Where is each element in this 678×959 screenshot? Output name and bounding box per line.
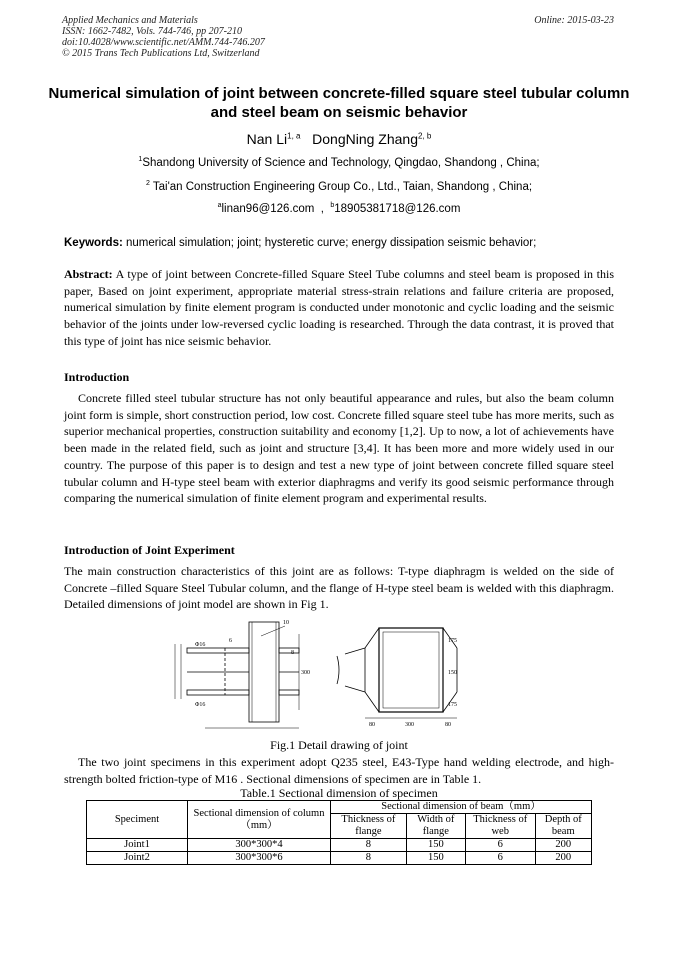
author-name: DongNing Zhang bbox=[312, 131, 418, 147]
header-beam: Sectional dimension of beam（mm） bbox=[331, 801, 592, 814]
header-speciment: Speciment bbox=[87, 801, 188, 839]
table-row: Joint2 300*300*6 8 150 6 200 bbox=[87, 852, 592, 865]
table-caption: Table.1 Sectional dimension of specimen bbox=[240, 786, 438, 800]
section-heading-introduction: Introduction bbox=[64, 370, 130, 384]
header-width-flange: Width of flange bbox=[406, 814, 465, 839]
author-sup: 2, b bbox=[418, 131, 432, 141]
section-heading-joint-experiment: Introduction of Joint Experiment bbox=[64, 543, 235, 557]
journal-header bbox=[62, 15, 265, 59]
table-row: Joint1 300*300*4 8 150 6 200 bbox=[87, 839, 592, 852]
header-depth-beam: Depth of beam bbox=[535, 814, 591, 839]
fig-dim-175-top: 175 bbox=[448, 638, 457, 644]
fig-dim-175-bottom: 175 bbox=[448, 702, 457, 708]
fig-label-h: 6 bbox=[229, 638, 232, 644]
authors-line bbox=[0, 131, 678, 147]
fig-dim-80-left: 80 bbox=[369, 722, 375, 728]
journal-name: Applied Mechanics and Materials bbox=[62, 15, 198, 26]
fig-dim-80-right: 80 bbox=[445, 722, 451, 728]
header-column: Sectional dimension of column（mm） bbox=[188, 801, 331, 839]
fig-dim-150: 150 bbox=[448, 670, 457, 676]
online-date: Online: 2015-03-23 bbox=[534, 15, 614, 26]
introduction-paragraph: Concrete filled steel tubular structure has not only beautiful appearance and rules, but also the beam column joint form is simple, short construction period, low cost. Concrete filled square steel tube has more merits, such as superior mechanical properties, construction suitability and economy [1,2]. Up to now, a lot of achievements have been made in the related field, such as joint and structure [3,4]. It has been more and more widely used in our country. The purpose of this paper is to design and test a new type of joint between concrete filled square steel tubular column and H-type steel beam with exterior diaphragms and verify its good seismic performance through comparing the numerical simulation of finite element program and experimental results. bbox=[64, 391, 614, 506]
author-sup: 1, a bbox=[287, 131, 301, 141]
fig-label-v2: Φ16 bbox=[195, 702, 206, 708]
header-thickness-flange: Thickness of flange bbox=[331, 814, 407, 839]
affiliation-1: $^1$Shandong University of Science and Technology, Qingdao, Shandong , China; bbox=[138, 156, 540, 169]
plan-drawing bbox=[337, 628, 457, 718]
doi-line: doi:10.4028/www.scientific.net/AMM.744-746.207 bbox=[62, 37, 265, 48]
author-name: Nan Li bbox=[246, 131, 288, 147]
email-b[interactable]: 18905381718@126.com bbox=[334, 202, 461, 215]
figure-caption: Fig.1 Detail drawing of joint bbox=[270, 738, 408, 752]
fig-label-v1: Φ16 bbox=[195, 642, 206, 648]
header-thickness-web: Thickness of web bbox=[465, 814, 535, 839]
emails-line: $^a$linan96@126.com , $^b$18905381718@126.com bbox=[217, 202, 461, 215]
fig-label-side: 8 bbox=[291, 650, 294, 656]
joint-experiment-paragraph: The main construction characteristics of this joint are as follows: T-type diaphragm is welded on the side of Concrete –filled Square Steel Tubular column, and the flange of H-type steel beam is welded with this diaphragm. Detailed dimensions of joint model are shown in Fig 1. bbox=[64, 564, 614, 612]
abstract: Abstract: A type of joint between Concrete-filled Square Steel Tube columns and steel beam is proposed in this paper, Based on joint experiment, appropriate material stress-strain relations and failure criteria are proposed, numerical simulation by finite element program is conducted under monotonic and cyclic loading and the seismic behavior of the joints under low-reversed cyclic loading is researched. Through the data contrast, it is proved that this type of joint has nice seismic behavior. bbox=[64, 267, 614, 348]
keywords: Keywords: numerical simulation; joint; hysteretic curve; energy dissipation seismic behavior; bbox=[64, 237, 537, 249]
fig-label-top: 10 bbox=[283, 620, 289, 626]
fig-dim-300: 300 bbox=[405, 722, 414, 728]
paper-title: Numerical simulation of joint between concrete-filled square steel tubular column and steel beam on seismic behavior bbox=[48, 85, 630, 121]
joint-detail-figure bbox=[165, 614, 465, 734]
elevation-drawing bbox=[175, 622, 299, 728]
specimen-table bbox=[86, 800, 592, 865]
copyright-line: © 2015 Trans Tech Publications Ltd, Switzerland bbox=[62, 48, 260, 59]
email-a[interactable]: linan96@126.com bbox=[221, 202, 315, 215]
affiliation-2: $^2$ Tai'an Construction Engineering Group Co., Ltd., Taian, Shandong , China; bbox=[145, 180, 533, 193]
specimens-paragraph: The two joint specimens in this experiment adopt Q235 steel, E43-Type hand welding electrode, and high-strength bolted friction-type of M16 . Sectional dimensions of specimen are in Table 1. bbox=[64, 755, 614, 786]
issn-line: ISSN: 1662-7482, Vols. 744-746, pp 207-210 bbox=[62, 26, 242, 37]
fig-label-dim: 300 bbox=[301, 670, 310, 676]
